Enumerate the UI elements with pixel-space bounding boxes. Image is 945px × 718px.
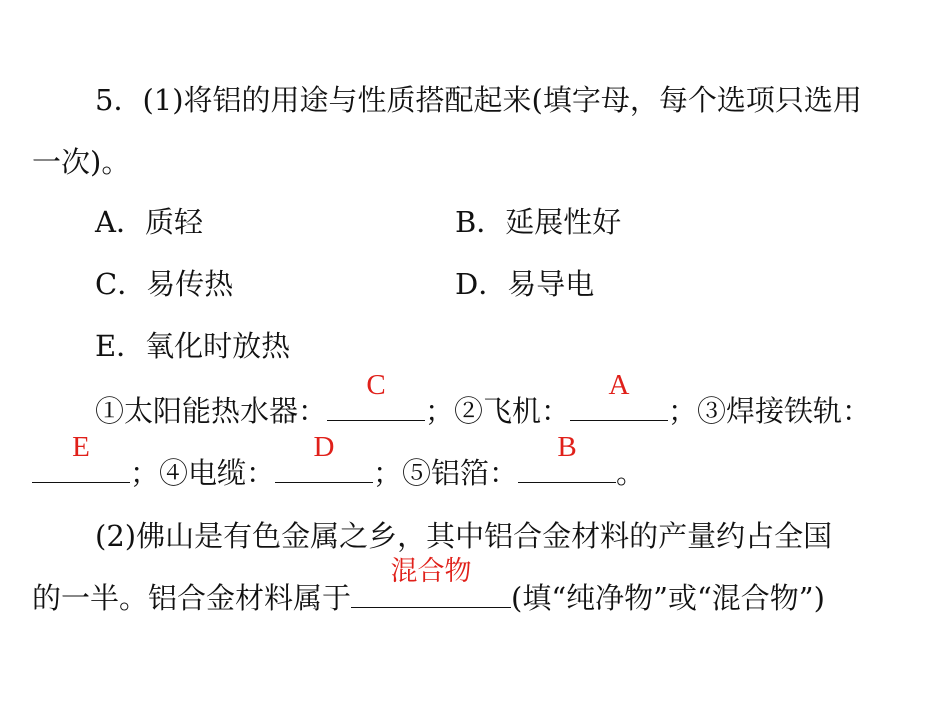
part2-line-2: [32, 556, 825, 618]
uses-end: 。: [616, 456, 646, 490]
option-c: C．易传热: [95, 267, 234, 301]
part2-line-1: (2)佛山是有色金属之乡，其中铝合金材料的产量约占全国: [95, 519, 833, 553]
part2-prompt: 的一半。铝合金材料属于: [32, 581, 352, 615]
uses-line-1: [95, 369, 872, 431]
use-foil-label: ；⑤铝箔：: [373, 456, 519, 490]
answer-4: D: [313, 431, 335, 463]
answer-blank-5: [518, 431, 616, 483]
question-line-1: 5．(1)将铝的用途与性质搭配起来(填字母，每个选项只选用: [95, 83, 862, 117]
use-airplane-label: ；②飞机：: [425, 394, 571, 428]
use-welding-rail-label: ；③焊接铁轨：: [668, 394, 872, 428]
answer-5: B: [557, 431, 577, 463]
option-b: B．延展性好: [455, 205, 622, 239]
answer-blank-2: [570, 369, 668, 421]
option-d: D．易导电: [455, 267, 595, 301]
use-solar-water-heater-label: ①太阳能热水器：: [95, 394, 328, 428]
option-a: A．质轻: [95, 205, 203, 239]
uses-line-2: [32, 431, 646, 493]
answer-blank-4: [275, 431, 373, 483]
option-e: E．氧化时放热: [95, 329, 291, 363]
part2-hint: (填“纯净物”或“混合物”): [511, 581, 825, 615]
answer-blank-3: [32, 431, 130, 483]
question-line-2: 一次)。: [32, 145, 131, 179]
answer-blank-6: [351, 556, 511, 608]
answer-blank-1: [327, 369, 425, 421]
answer-1: C: [366, 369, 386, 401]
answer-2: A: [608, 369, 630, 401]
answer-6: 混合物: [390, 556, 472, 587]
use-cable-label: ；④电缆：: [130, 456, 276, 490]
answer-3: E: [72, 431, 90, 463]
